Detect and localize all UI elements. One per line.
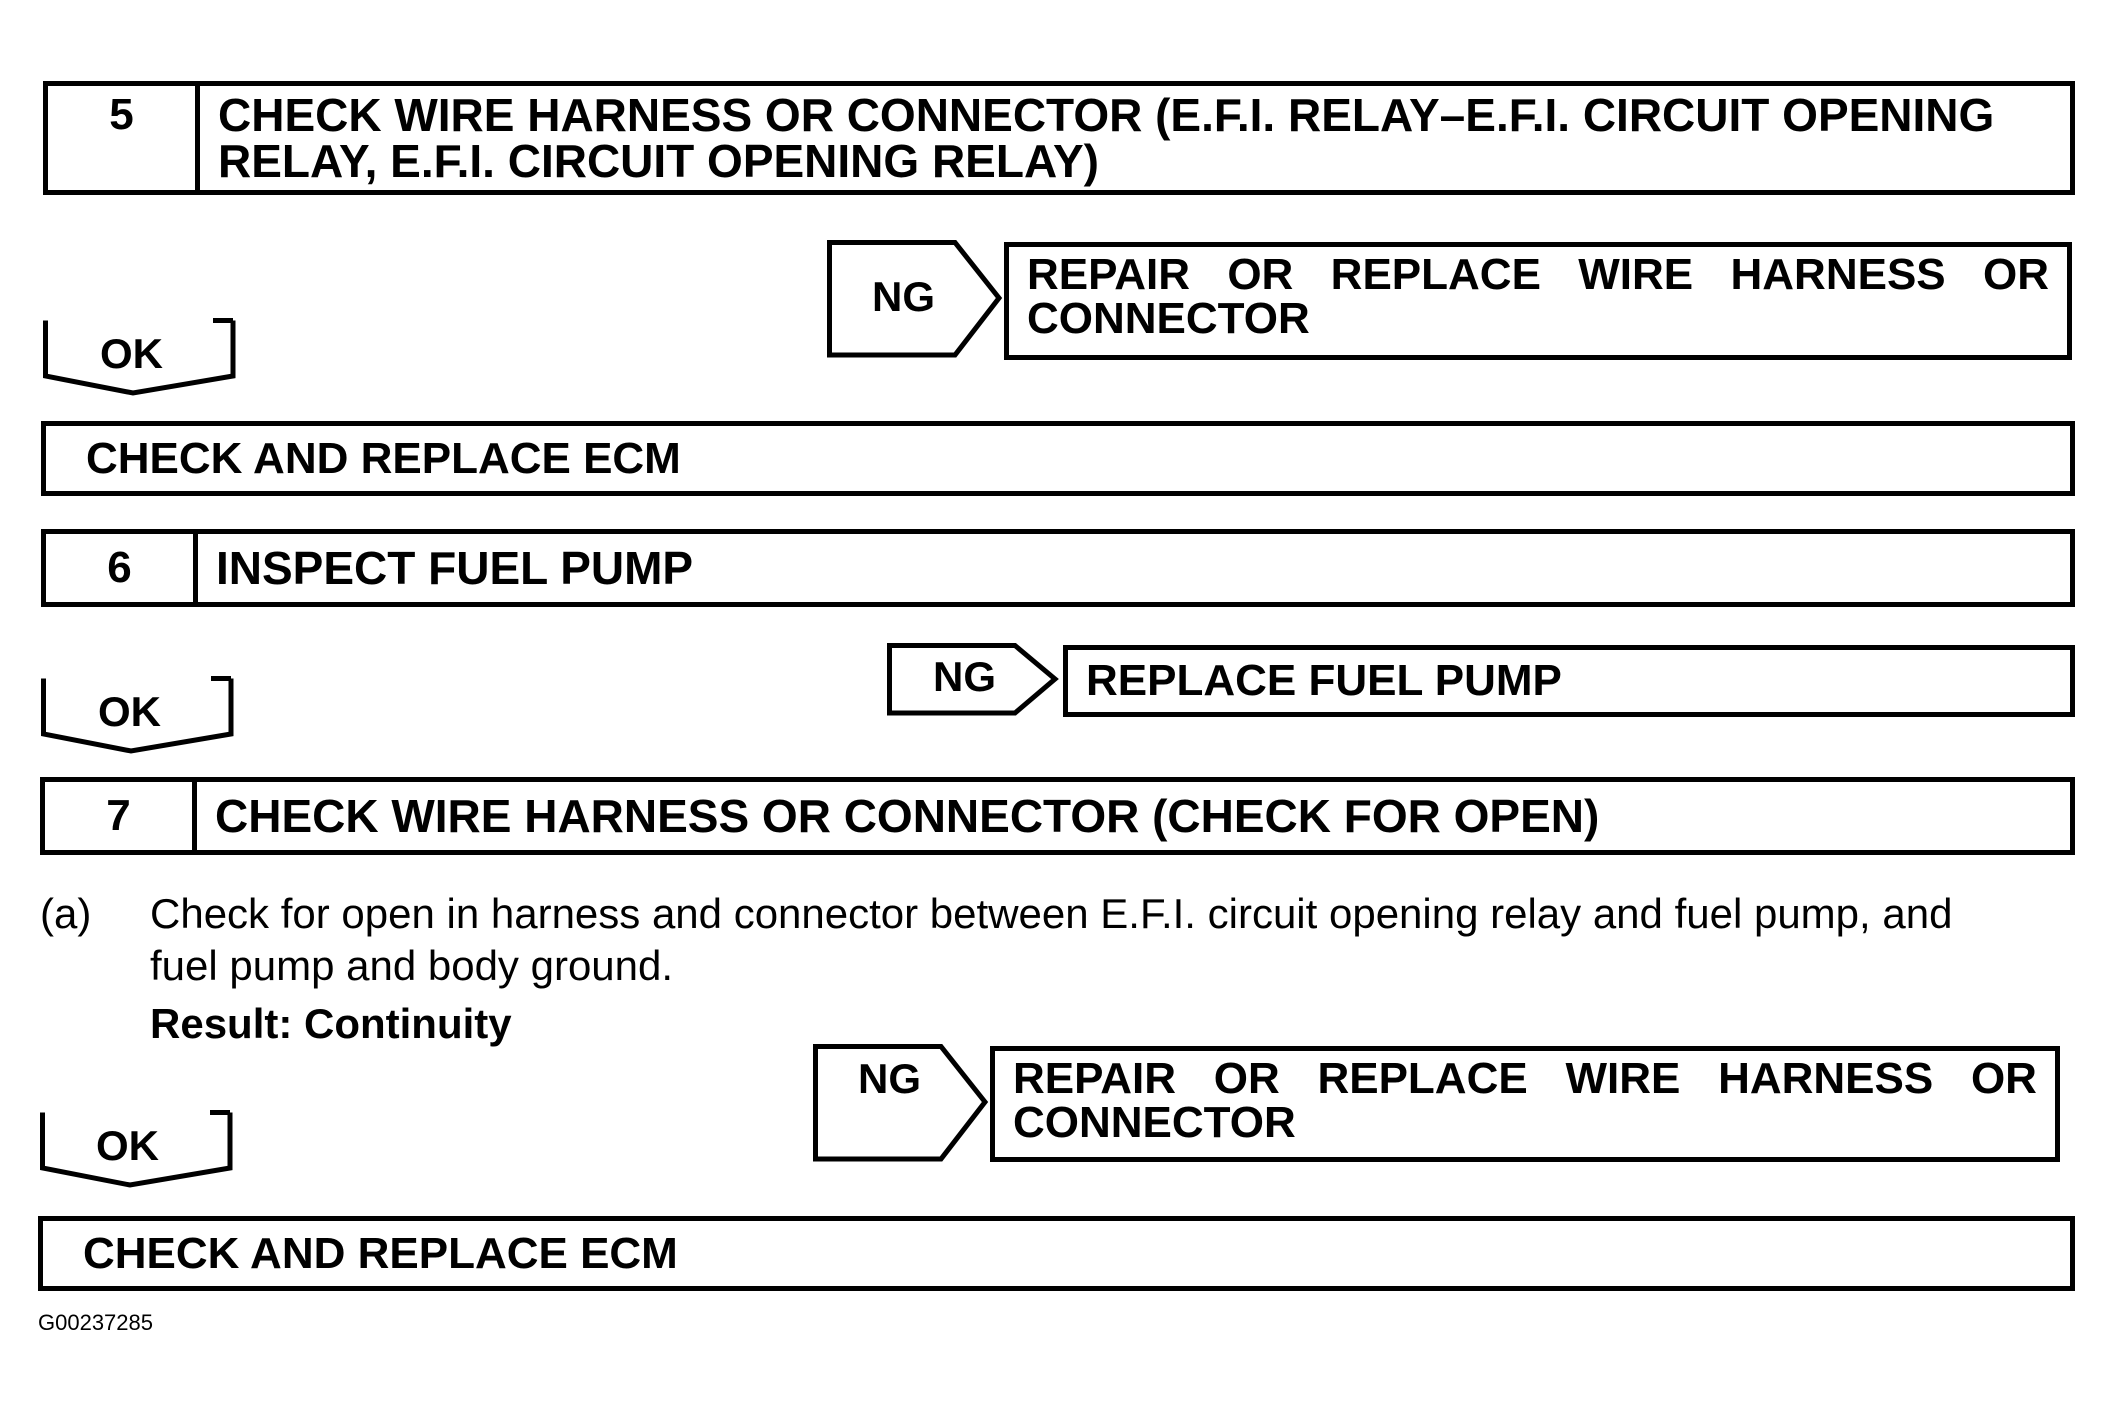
step-7-result: Result: Continuity [150, 1000, 512, 1047]
step-7-title: CHECK WIRE HARNESS OR CONNECTOR (CHECK FOR OPEN) [215, 790, 1600, 842]
word: REPAIR [1027, 250, 1190, 299]
step-5-ok-action: CHECK AND REPLACE ECM [41, 421, 2075, 496]
word: REPAIR [1013, 1054, 1176, 1103]
step-5-title: CHECK WIRE HARNESS OR CONNECTOR (E.F.I. RELAY–E.F.I. CIRCUIT OPENING RELAY, E.F.I. CIRCUIT OPENING RELAY) [218, 89, 1995, 187]
word: OR [1227, 250, 1294, 299]
step-7-number: 7 [45, 782, 197, 850]
word: HARNESS [1718, 1054, 1934, 1103]
step-7-ok-action: CHECK AND REPLACE ECM [38, 1216, 2075, 1291]
step-7-item-text-line1: Check for open in harness and connector between E.F.I. circuit opening relay and fuel pump, and [150, 890, 1953, 937]
step-6-number: 6 [46, 534, 198, 602]
word: WIRE [1578, 250, 1694, 299]
word: WIRE [1565, 1054, 1681, 1103]
figure-id: G00237285 [38, 1310, 153, 1335]
step-5-ng-result-line1 [1027, 250, 2049, 299]
word: OR [1983, 250, 2049, 299]
step-7-item-marker: (a) [40, 890, 92, 937]
word: REPLACE [1317, 1054, 1528, 1103]
step-6-title: INSPECT FUEL PUMP [216, 542, 694, 594]
word: REPLACE [1330, 250, 1541, 299]
step-5-number: 5 [48, 86, 200, 190]
step-5-ok-label: OK [100, 330, 163, 377]
step-7-ng-result-line2: CONNECTOR [1013, 1098, 1296, 1147]
step-5-ng-result-line2: CONNECTOR [1027, 294, 1310, 343]
step-7-ok-label: OK [96, 1122, 159, 1169]
step-5-ng-label: NG [872, 273, 935, 320]
step-7-item-text-line2: fuel pump and body ground. [150, 942, 674, 989]
word: OR [1213, 1054, 1280, 1103]
step-7-ng-result-line1 [1013, 1054, 2037, 1103]
step-6-ok-label: OK [98, 688, 161, 735]
step-7-header [40, 777, 2075, 855]
word: HARNESS [1730, 250, 1946, 299]
step-5-ng-result [1004, 242, 2072, 360]
step-6-ng-result: REPLACE FUEL PUMP [1063, 645, 2075, 717]
word: OR [1970, 1054, 2037, 1103]
step-7-ng-label: NG [858, 1055, 921, 1102]
step-6-ng-label: NG [933, 653, 996, 700]
step-5-header [43, 81, 2075, 195]
step-7-ng-result [990, 1046, 2060, 1162]
step-6-header [41, 529, 2075, 607]
